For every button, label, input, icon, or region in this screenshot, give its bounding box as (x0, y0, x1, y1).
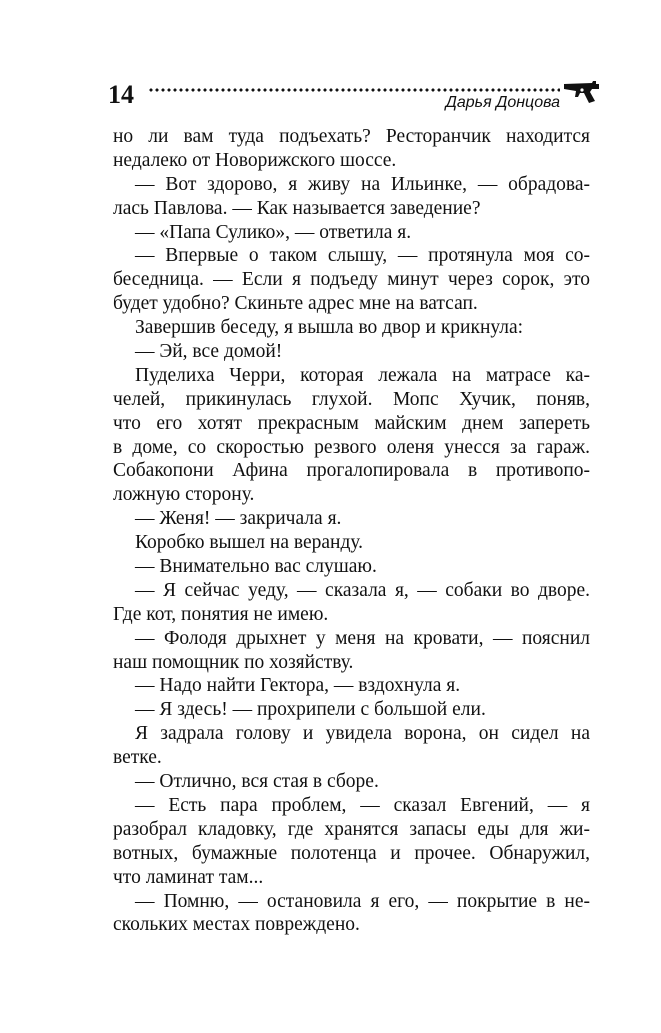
text-line: будет удобно? Скиньте адрес мне на ватсап. (113, 293, 478, 315)
text-line: наш помощник по хозяйству. (113, 651, 354, 673)
text-line: — Отлично, вся стая в сборе. (135, 771, 379, 793)
text-line: — Надо найти Гектора, — вздохнула я. (135, 675, 461, 697)
text-line: лась Павлова. — Как называется заведение? (113, 197, 481, 219)
text-line: но ли вам туда подъехать? Ресторанчик находится (113, 126, 590, 147)
text-line: — Эй, все домой! (135, 341, 283, 363)
text-line: вотных, бумажные полотенца и прочее. Обнаружил, (113, 842, 590, 864)
text-line: челей, прикинулась глухой. Мопс Хучик, поняв, (113, 388, 590, 410)
text-line: — Вот здорово, я живу на Ильинке, — обрадова- (135, 173, 590, 195)
text-line: ложную сторону. (113, 484, 255, 506)
text-line: — Впервые о таком слышу, — протянула моя со- (135, 245, 590, 267)
running-header (108, 80, 608, 120)
text-line: Коробко вышел на веранду. (135, 532, 364, 554)
text-line: ветке. (113, 747, 162, 769)
text-line: — Я сейчас уеду, — сказала я, — собаки во дворе. (135, 579, 590, 601)
text-line: — «Папа Сулико», — ответила я. (135, 221, 412, 243)
text-line: — Женя! — закричала я. (135, 508, 342, 530)
text-line: Пуделиха Черри, которая лежала на матрасе ка- (135, 364, 590, 386)
text-line: недалеко от Новорижского шоссе. (113, 149, 397, 171)
text-line: беседница. — Если я подъеду минут через сорок, это (113, 269, 590, 291)
revolver-icon (562, 80, 602, 104)
text-line: Я задрала голову и увидела ворона, он сидел на (135, 723, 590, 745)
text-line: — Есть пара проблем, — сказал Евгений, — я (135, 794, 590, 816)
text-line: — Помню, — остановила я его, — покрытие в не- (135, 890, 590, 912)
page-number: 14 (108, 80, 134, 109)
text-line: разобрал кладовку, где хранятся запасы еды для жи- (113, 818, 590, 840)
text-line: что ламинат там... (113, 866, 264, 888)
text-line: скольких местах повреждено. (113, 914, 360, 936)
text-line: что его хотят прекрасным майским днем запереть (113, 412, 590, 434)
text-line: Где кот, понятия не имею. (113, 603, 329, 625)
text-line: — Фолодя дрыхнет у меня на кровати, — пояснил (135, 627, 590, 649)
body-text (113, 125, 590, 937)
author-name: Дарья Донцова (445, 94, 560, 111)
text-line: — Я здесь! — прохрипели с большой ели. (135, 699, 486, 721)
dotted-rule (148, 87, 560, 93)
text-line: Завершив беседу, я вышла во двор и крикнула: (135, 317, 524, 339)
text-line: Собакопони Афина прогалопировала в противопо- (113, 460, 590, 482)
text-line: в доме, со скоростью резвого оленя унесся за гараж. (113, 436, 590, 458)
text-line: — Внимательно вас слушаю. (135, 556, 377, 578)
